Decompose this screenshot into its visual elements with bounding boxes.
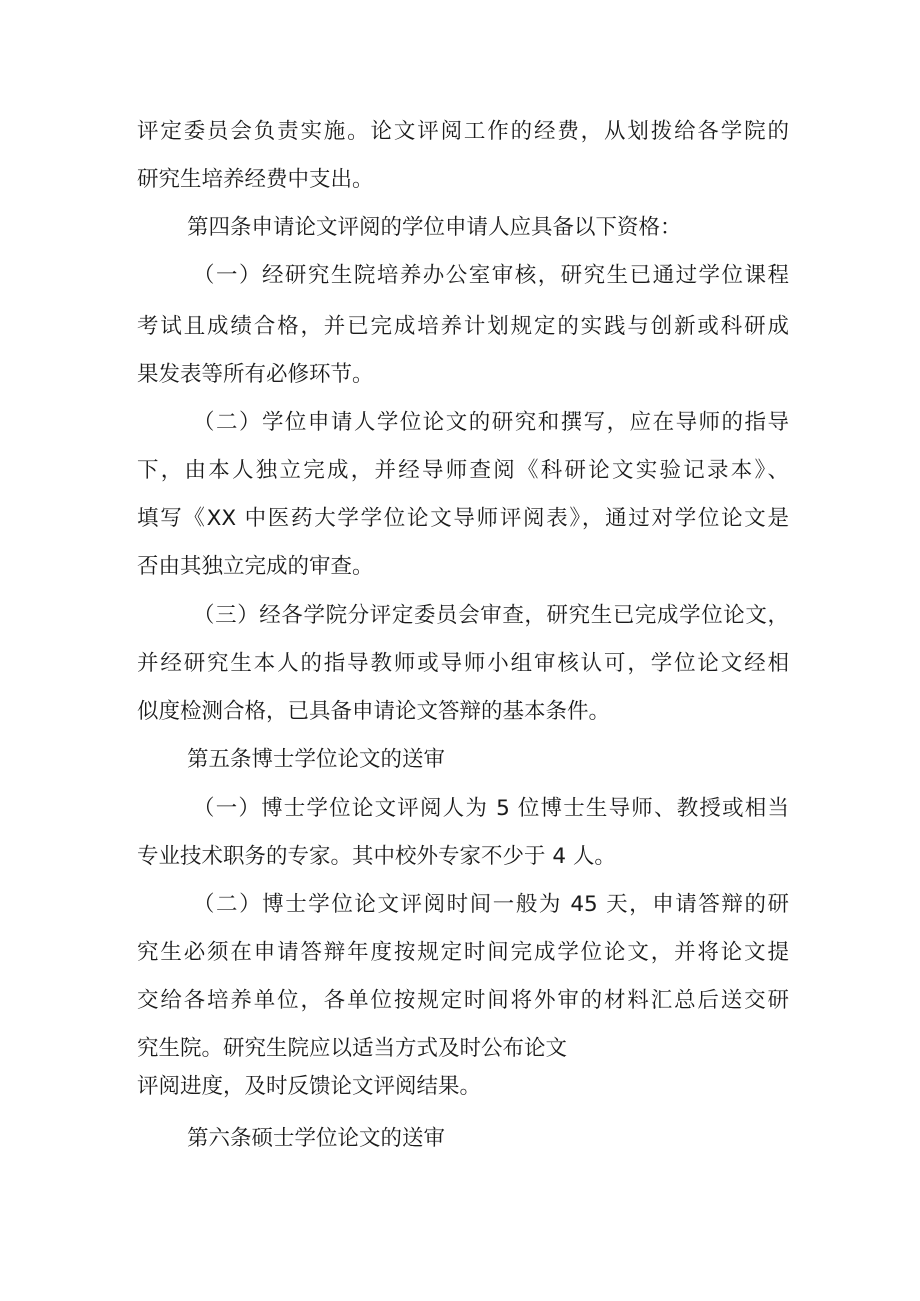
article-heading-6: 第六条硕士学位论文的送审 <box>187 1126 446 1151</box>
text-line-9: 填写《XX 中医药大学学位论文导师评阅表》，通过对学位论文是 <box>137 506 789 531</box>
text-line-6: 果发表等所有必修环节。 <box>137 362 374 387</box>
text-line-15: （一）博士学位论文评阅人为 5 位博士生导师、教授或相当 <box>193 796 789 821</box>
text-line-12: 并经研究生本人的指导教师或导师小组审核认可，学位论文经相 <box>137 651 789 676</box>
text-line-1: 评定委员会负责实施。论文评阅工作的经费，从划拨给各学院的 <box>137 119 789 144</box>
text-line-18: 究生必须在申请答辩年度按规定时间完成学位论文，并将论文提 <box>137 940 789 965</box>
article-heading-5: 第五条博士学位论文的送审 <box>187 747 446 772</box>
text-line-13: 似度检测合格，已具备申请论文答辩的基本条件。 <box>137 699 611 724</box>
text-line-17: （二）博士学位论文评阅时间一般为 45 天，申请答辩的研 <box>193 892 789 917</box>
text-line-2: 研究生培养经费中支出。 <box>137 167 374 192</box>
text-line-19: 交给各培养单位，各单位按规定时间将外审的材料汇总后送交研 <box>137 988 789 1013</box>
text-line-5: 考试且成绩合格，并已完成培养计划规定的实践与创新或科研成 <box>137 314 789 339</box>
text-line-10: 否由其独立完成的审查。 <box>137 554 374 579</box>
text-line-7: （二）学位申请人学位论文的研究和撰写，应在导师的指导 <box>193 410 789 435</box>
text-line-21: 评阅进度，及时反馈论文评阅结果。 <box>137 1074 482 1099</box>
text-line-20: 究生院。研究生院应以适当方式及时公布论文 <box>137 1036 568 1061</box>
text-line-4: （一）经研究生院培养办公室审核，研究生已通过学位课程 <box>193 263 789 288</box>
text-line-11: （三）经各学院分评定委员会审查，研究生已完成学位论文， <box>193 603 789 628</box>
article-heading-4: 第四条申请论文评阅的学位申请人应具备以下资格： <box>187 215 682 240</box>
text-line-8: 下，由本人独立完成，并经导师查阅《科研论文实验记录本》、 <box>137 458 789 483</box>
text-line-16: 专业技术职务的专家。其中校外专家不少于 4 人。 <box>137 844 616 869</box>
